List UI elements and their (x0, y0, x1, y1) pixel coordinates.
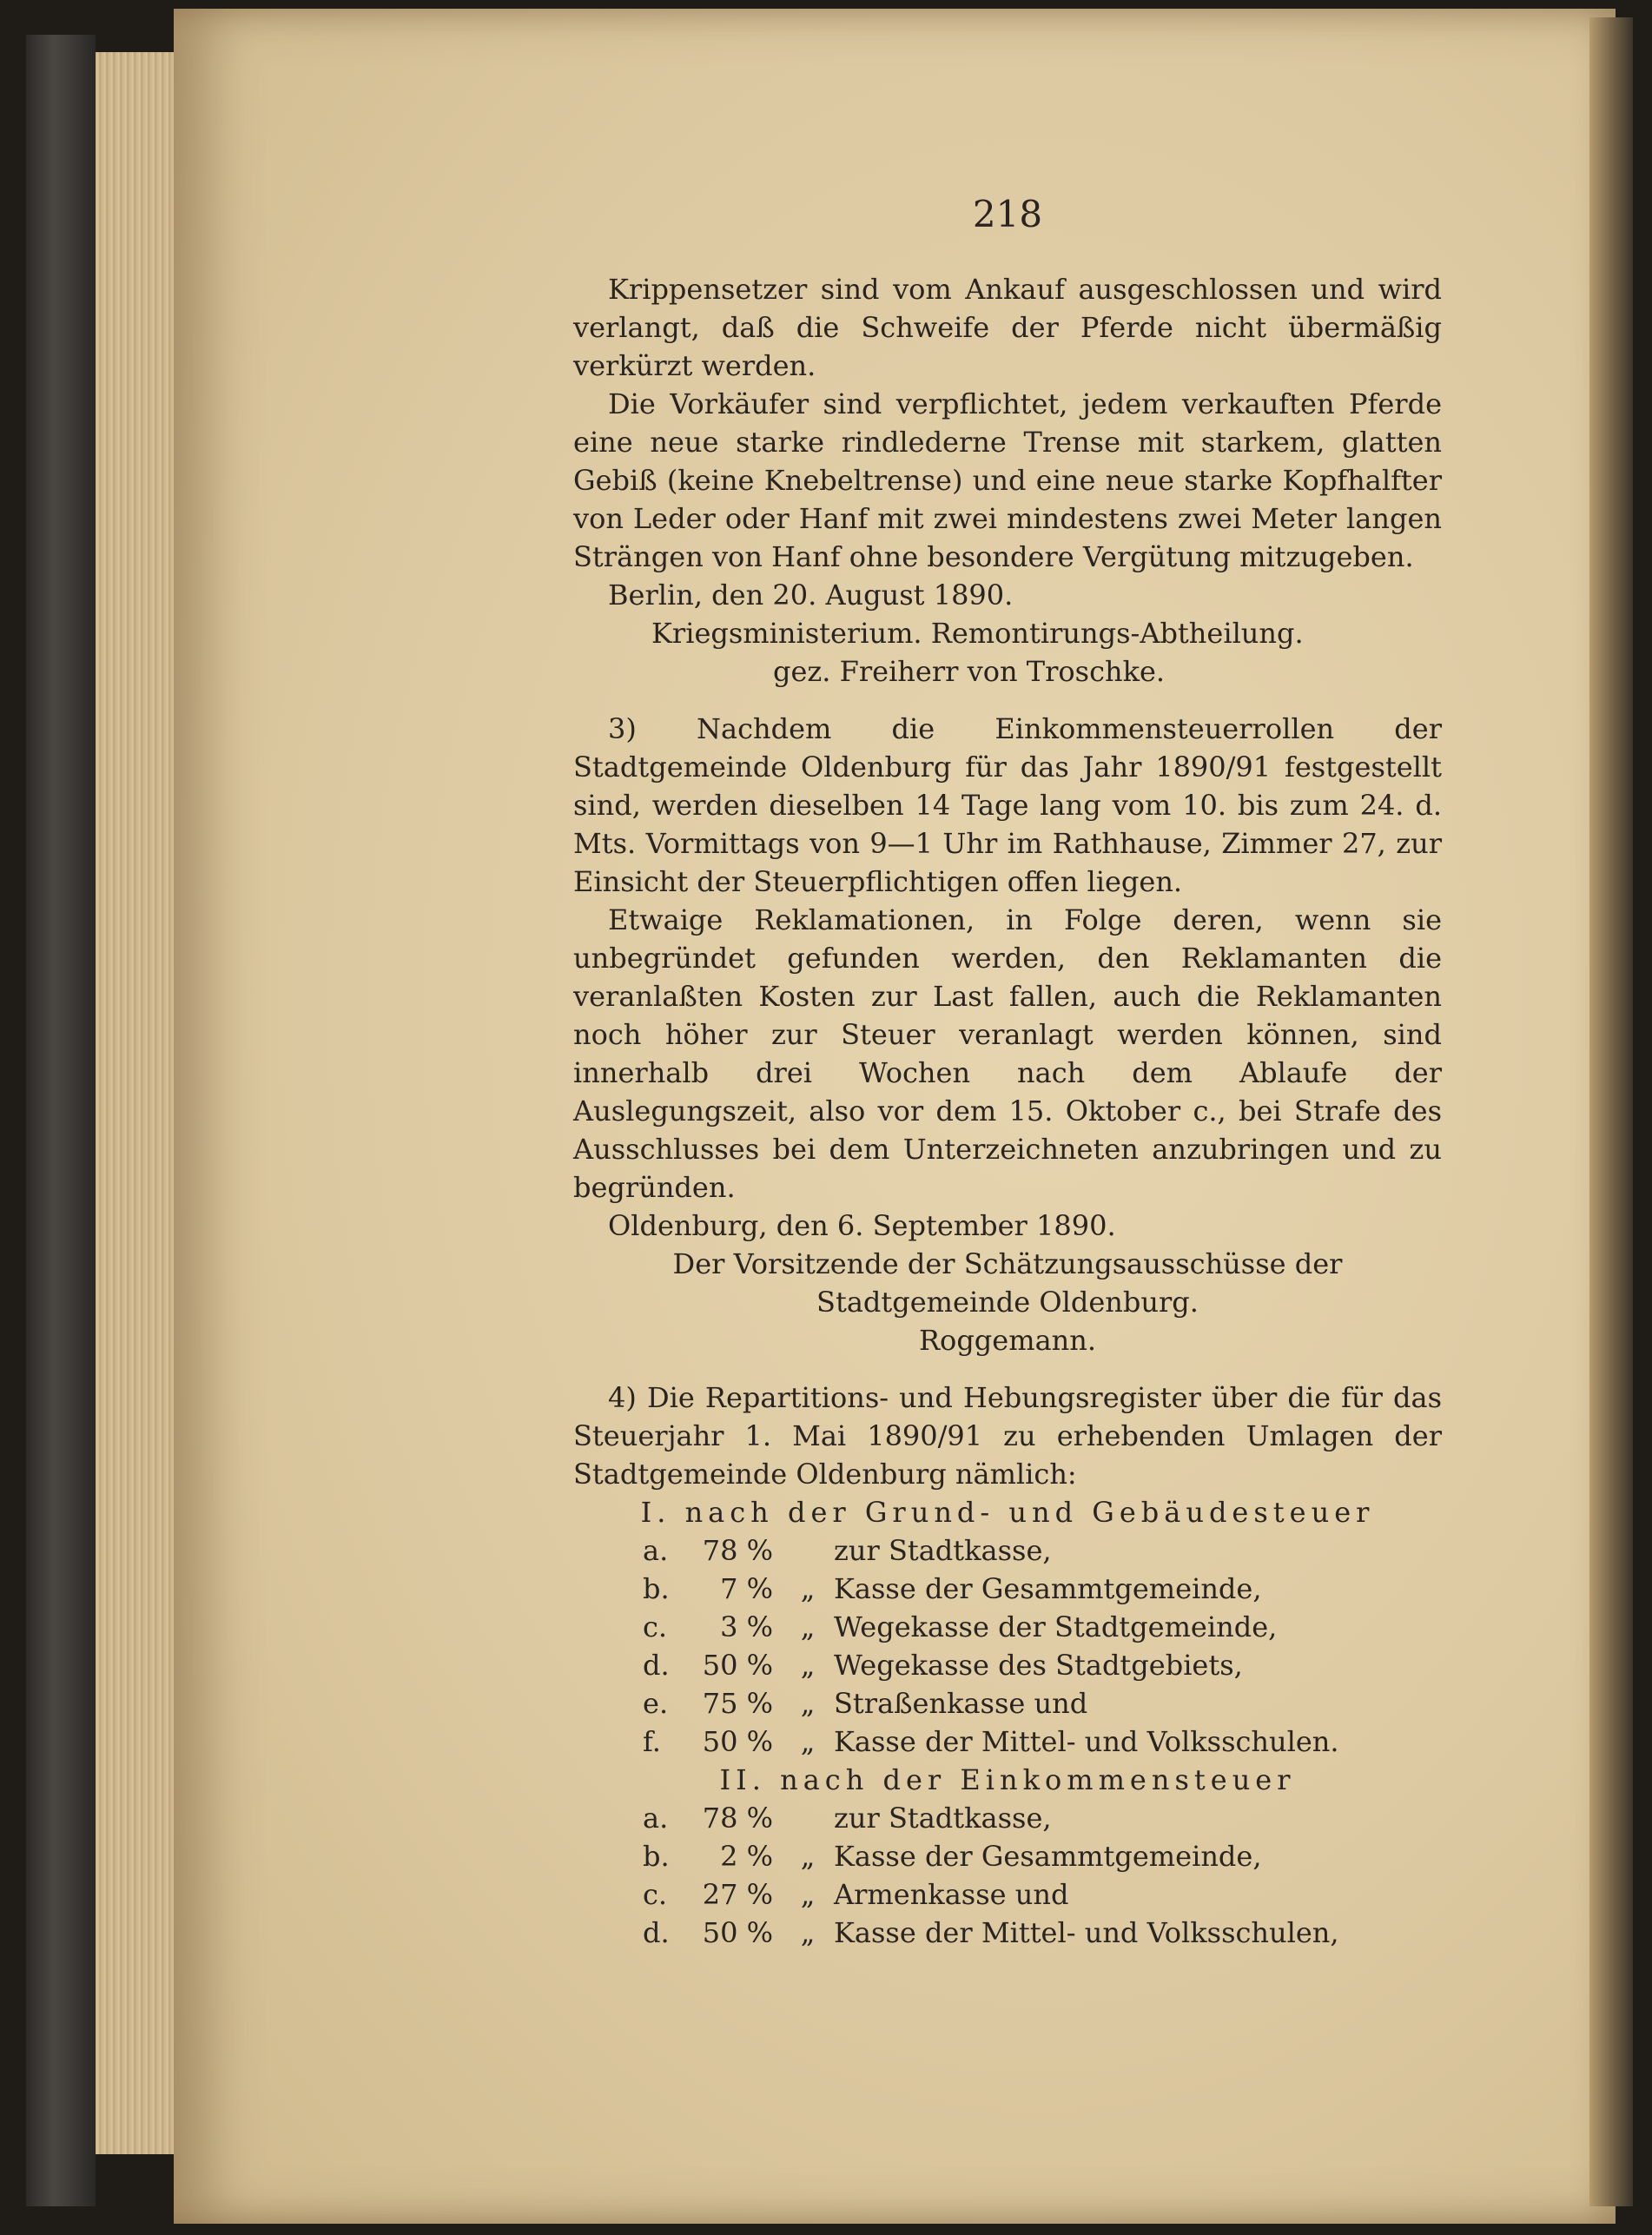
chair-line: Der Vorsitzende der Schätzungsausschüsse der Stadtgemeinde Oldenburg. (672, 1247, 1343, 1319)
list-item: d. 50 % „ Kasse der Mittel- und Volksschulen, (643, 1916, 1339, 1949)
list-item: f. 50 % „ Kasse der Mittel- und Volksschulen. (643, 1725, 1339, 1758)
paragraph-5: 4) Die Repartitions- und Hebungsregister über die für das Steuerjahr 1. Mai 1890/91 zu erhebenden Umlagen der Stadtgemeinde Oldenburg nämlich: (573, 1381, 1442, 1491)
signature-roggemann: Roggemann. (918, 1324, 1097, 1357)
section-2-heading: II. nach der Einkommensteuer (719, 1763, 1296, 1796)
list-item: b. 7 % „ Kasse der Gesammtgemeinde, (643, 1572, 1262, 1605)
section-1-list (573, 1531, 1442, 1761)
signature-troschke: gez. Freiherr von Troschke. (773, 655, 1166, 688)
list-item: b. 2 % „ Kasse der Gesammtgemeinde, (643, 1840, 1262, 1873)
paragraph-4: Etwaige Reklamationen, in Folge deren, wenn sie unbegründet gefunden werden, den Reklamanten die veranlaßten Kosten zur Last fallen, auch die Reklamanten noch höher zur Steuer veranlagt werden können, sind innerhalb drei Wochen nach dem Ablaufe der Auslegungszeit, also vor dem 15. Oktober c., bei Strafe des Ausschlusses bei dem Unterzeichneten anzubringen und zu begründen. (573, 903, 1442, 1204)
ministry-line: Kriegsministerium. Remontirungs-Abtheilung. (651, 617, 1304, 650)
date-oldenburg: Oldenburg, den 6. September 1890. (608, 1209, 1116, 1242)
date-berlin: Berlin, den 20. August 1890. (608, 579, 1014, 612)
paragraph-1: Krippensetzer sind vom Ankauf ausgeschlossen und wird verlangt, daß die Schweife der Pferde nicht übermäßig verkürzt werden. (573, 273, 1442, 382)
book-spine (26, 35, 96, 2206)
list-item: c. 3 % „ Wegekasse der Stadtgemeinde, (643, 1610, 1278, 1643)
list-item: d. 50 % „ Wegekasse des Stadtgebiets, (643, 1649, 1243, 1682)
paragraph-2: Die Vorkäufer sind verpflichtet, jedem verkauften Pferde eine neue starke rindlederne Trense mit starkem, glatten Gebiß (keine Knebeltrense) und eine neue starke Kopfhalfter von Leder oder Hanf mit zwei mindestens zwei Meter langen Strängen von Hanf ohne besondere Vergütung mitzugeben. (573, 387, 1442, 573)
list-item: a. 78 % zur Stadtkasse, (643, 1534, 1052, 1567)
page-gutter (1589, 17, 1633, 2206)
list-item: c. 27 % „ Armenkasse und (643, 1878, 1069, 1911)
section-1-heading: I. nach der Grund- und Gebäudesteuer (640, 1496, 1375, 1529)
section-2-list (573, 1799, 1442, 1952)
list-item: e. 75 % „ Straßenkasse und (643, 1687, 1088, 1720)
list-item: a. 78 % zur Stadtkasse, (643, 1802, 1052, 1835)
page-number: 218 (972, 193, 1043, 235)
paragraph-3: 3) Nachdem die Einkommensteuerrollen der Stadtgemeinde Oldenburg für das Jahr 1890/91 festgestellt sind, werden dieselben 14 Tage lang vom 10. bis zum 24. d. Mts. Vormittags von 9—1 Uhr im Rathhause, Zimmer 27, zur Einsicht der Steuerpflichtigen offen liegen. (573, 712, 1442, 898)
page-text (573, 195, 1442, 1952)
